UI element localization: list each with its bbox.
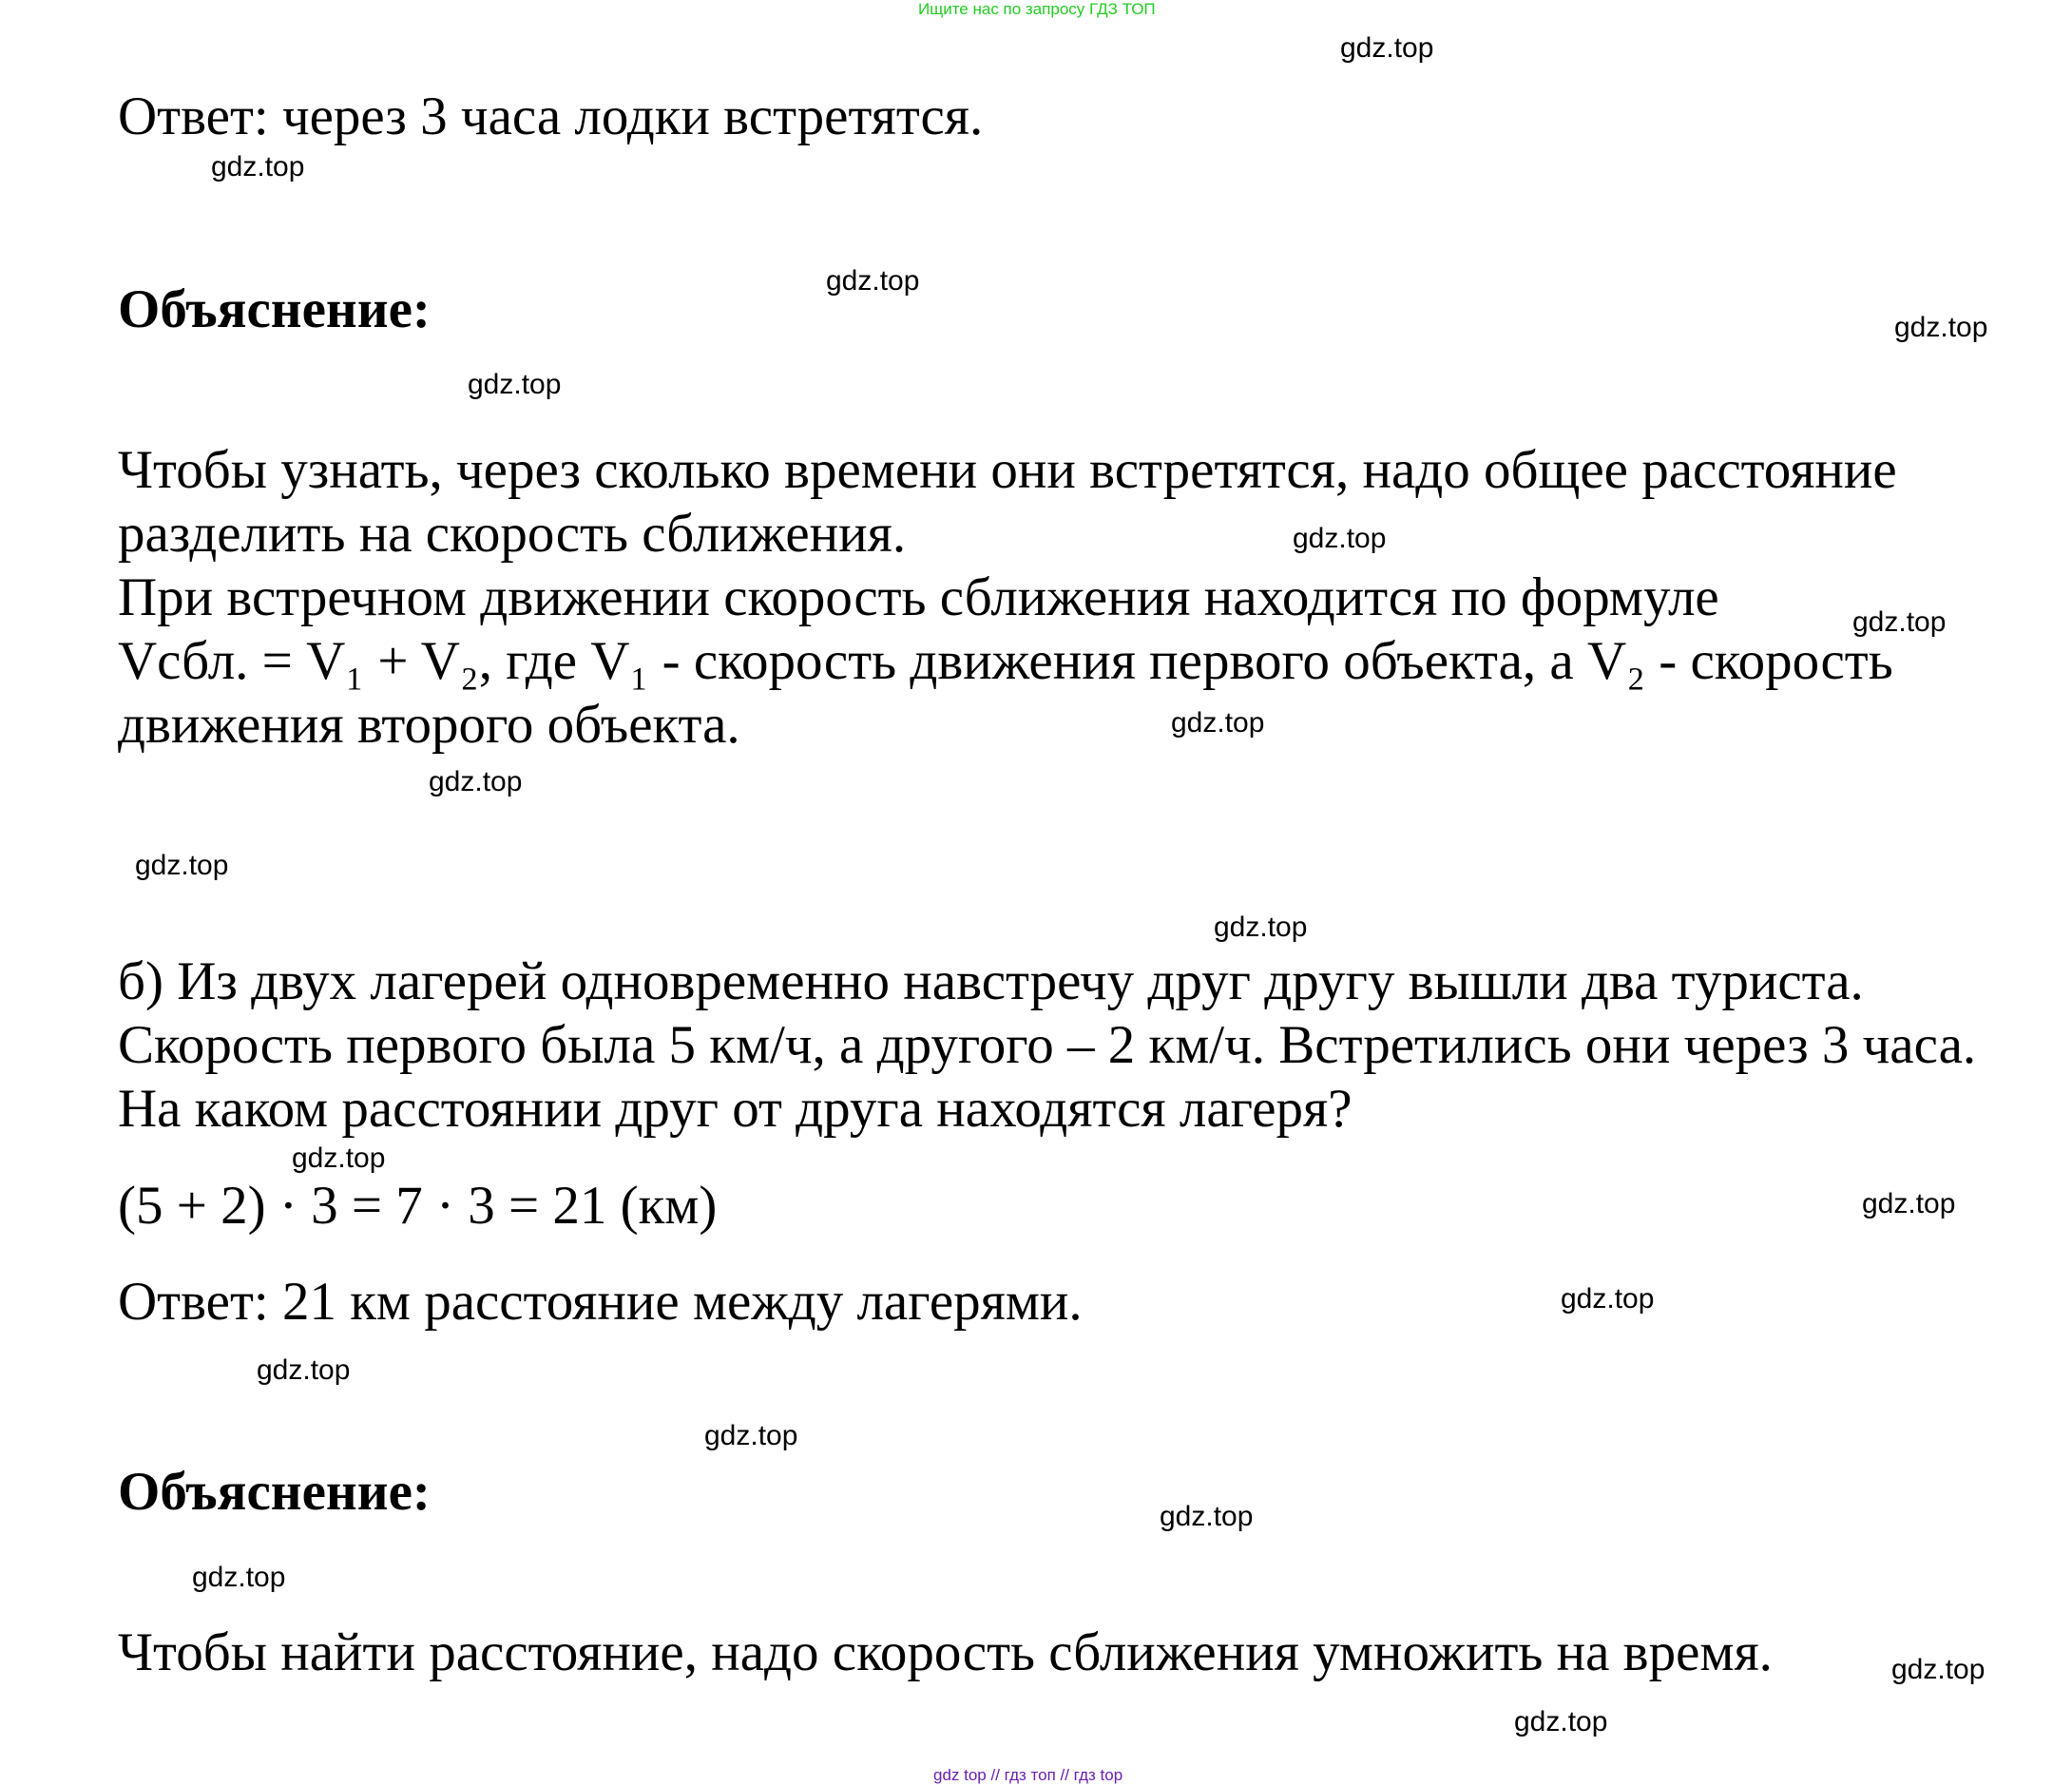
watermark: gdz.top [1852,606,1947,638]
explanation-b: Чтобы найти расстояние, надо скорость сближения умножить на время. [118,1622,1773,1682]
explanation-a-line-4: Vсбл. = V₁ + V₂, где V₁ - скорость движения первого объекта, а V₂ - скорость [118,631,1893,691]
watermark: gdz.top [257,1354,351,1386]
top-banner: Ищите нас по запросу ГДЗ ТОП [918,0,1156,18]
heading-explanation-1: Объяснение: [118,279,431,339]
watermark: gdz.top [1894,312,1988,343]
watermark: gdz.top [292,1142,386,1174]
watermark: gdz.top [1214,912,1308,943]
explanation-a-line-2: разделить на скорость сближения. [118,504,907,564]
bottom-banner: gdz top // гдз топ // гдз top [933,1766,1123,1784]
problem-b-line-2: Скорость первого была 5 км/ч, а другого – 2 км/ч. Встретились они через 3 часа. [118,1015,1977,1075]
problem-b-line-3: На каком расстоянии друг от друга находятся лагеря? [118,1079,1353,1139]
watermark: gdz.top [135,850,229,881]
watermark: gdz.top [1561,1283,1655,1315]
formula-b: (5 + 2) · 3 = 7 · 3 = 21 (км) [118,1176,718,1236]
explanation-a-line-3: При встречном движении скорость сближения находится по формуле [118,567,1719,627]
answer-b: Ответ: 21 км расстояние между лагерями. [118,1272,1083,1332]
watermark: gdz.top [1293,523,1387,554]
watermark: gdz.top [1514,1706,1608,1737]
watermark: gdz.top [1862,1188,1956,1219]
watermark: gdz.top [1891,1654,1986,1685]
explanation-a-line-1: Чтобы узнать, через сколько времени они встретятся, надо общее расстояние [118,440,1897,500]
watermark: gdz.top [704,1420,798,1451]
watermark: gdz.top [211,151,305,182]
watermark: gdz.top [826,265,920,297]
watermark: gdz.top [192,1562,286,1593]
answer-a: Ответ: через 3 часа лодки встретятся. [118,86,984,146]
heading-explanation-2: Объяснение: [118,1462,431,1522]
problem-b-line-1: б) Из двух лагерей одновременно навстречу друг другу вышли два туриста. [118,951,1864,1011]
explanation-a-line-5: движения второго объекта. [118,695,740,755]
watermark: gdz.top [1160,1501,1254,1532]
watermark: gdz.top [468,369,562,400]
watermark: gdz.top [1340,32,1434,64]
watermark: gdz.top [429,766,523,797]
watermark: gdz.top [1171,707,1265,739]
